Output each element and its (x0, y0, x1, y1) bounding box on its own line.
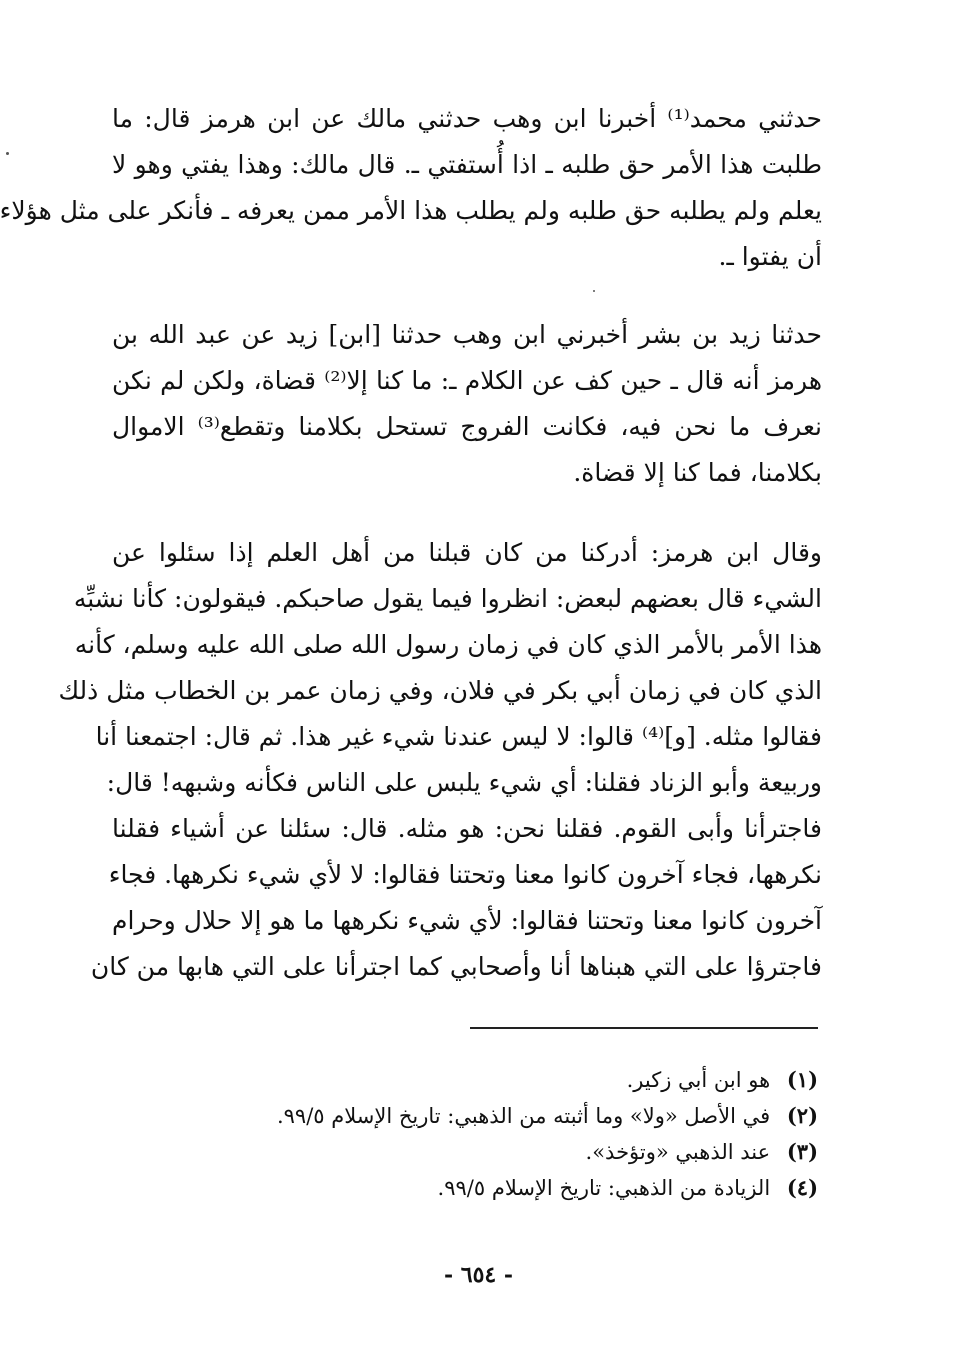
paragraph-3 (58, 530, 822, 990)
footnote-number: (١) (786, 1067, 818, 1092)
paragraph-2 (112, 312, 822, 496)
footnote-1 (112, 1062, 818, 1098)
text-line: نكرهها، فجاء آخرون كانوا معنا وتحتنا فقالوا: لا لأي شيء نكرهها. فجاء (108, 860, 822, 889)
text-line: يعلم ولم يطلبه حق طلبه ولم يطلب هذا الأمر ممن يعرفه ـ فأنكر على مثل هؤلاء (0, 196, 822, 225)
text-line: وربيعة وأبو الزناد فقلنا: أي شيء يلبس على الناس فكأنه وشبهه! قال: (106, 768, 822, 797)
text-line: فقالوا مثله. [و]⁽⁴⁾ قالوا: لا ليس عندنا شيء غير هذا. ثم قال: اجتمعنا أنا (95, 722, 822, 751)
text-line: نعرف ما نحن فيه، فكانت الفروج تستحل بكلامنا وتقطع⁽³⁾ الاموال (112, 412, 822, 441)
page-number: - ٦٥٤ - (443, 1262, 514, 1288)
footnote-number: (٣) (786, 1139, 818, 1164)
text-line: فاجترؤا على التي هبناها أنا وأصحابي كما اجترأنا على التي هابها من كان (90, 952, 822, 981)
footnote-divider (470, 1027, 818, 1029)
text-line: فاجترأنا وأبى القوم. فقلنا نحن: هو مثله. قال: سئلنا عن أشياء فقلنا (112, 814, 822, 843)
text-line: الشيء قال بعضهم لبعض: انظروا فيما يقول صاحبكم. فيقولون: كأنا نشبِّه (73, 584, 822, 613)
footnote-2 (112, 1098, 818, 1134)
footnote-text: عند الذهبي «وتؤخذ». (585, 1140, 771, 1164)
text-line: الذي كان في زمان أبي بكر في فلان، وفي زمان عمر بن الخطاب مثل ذلك (58, 676, 822, 705)
text-line: وقال ابن هرمز: أدركنا من كان قبلنا من أهل العلم إذا سئلوا عن (112, 538, 822, 567)
text-line: هذا الأمر بالأمر الذي كان في زمان رسول الله صلى الله عليه وسلم، كأنه (74, 630, 822, 659)
text-line: آخرون كانوا معنا وتحتنا فقالوا: لأي شيء نكرهها ما هو إلا حلال وحرام (112, 906, 822, 935)
footnotes (112, 1062, 818, 1206)
scan-speck (6, 152, 9, 155)
footnote-number: (٢) (786, 1103, 818, 1128)
footnote-text: الزيادة من الذهبي: تاريخ الإسلام ٩٩/٥. (437, 1176, 771, 1200)
text-line: حدثنا زيد بن بشر أخبرني ابن وهب حدثنا [ابن] زيد عن عبد الله بن (112, 320, 822, 349)
scan-speck (593, 290, 595, 292)
text-line: بكلامنا، فما كنا إلا قضاة. (573, 458, 822, 487)
paragraph-1 (0, 96, 823, 280)
footnote-text: هو ابن أبي زكير. (626, 1068, 771, 1092)
text-line: أن يفتوا ـ. (718, 242, 822, 271)
footnote-4 (112, 1170, 818, 1206)
footnote-text: في الأصل «ولا» وما أثبته من الذهبي: تاريخ الإسلام ٩٩/٥. (276, 1104, 771, 1128)
footnote-number: (٤) (786, 1175, 818, 1200)
footnote-3 (112, 1134, 818, 1170)
text-line: حدثني محمد⁽¹⁾ أخبرنا ابن وهب حدثني مالك عن ابن هرمز قال: ما (112, 104, 823, 133)
text-line: هرمز أنه قال ـ حين كف عن الكلام ـ: ما كنا إلا⁽²⁾ قضاة، ولكن لم نكن (112, 366, 823, 395)
text-line: طلبت هذا الأمر حق طلبه ـ اذا أُستفتي ـ. قال مالك: وهذا يفتي وهو لا (112, 150, 822, 179)
